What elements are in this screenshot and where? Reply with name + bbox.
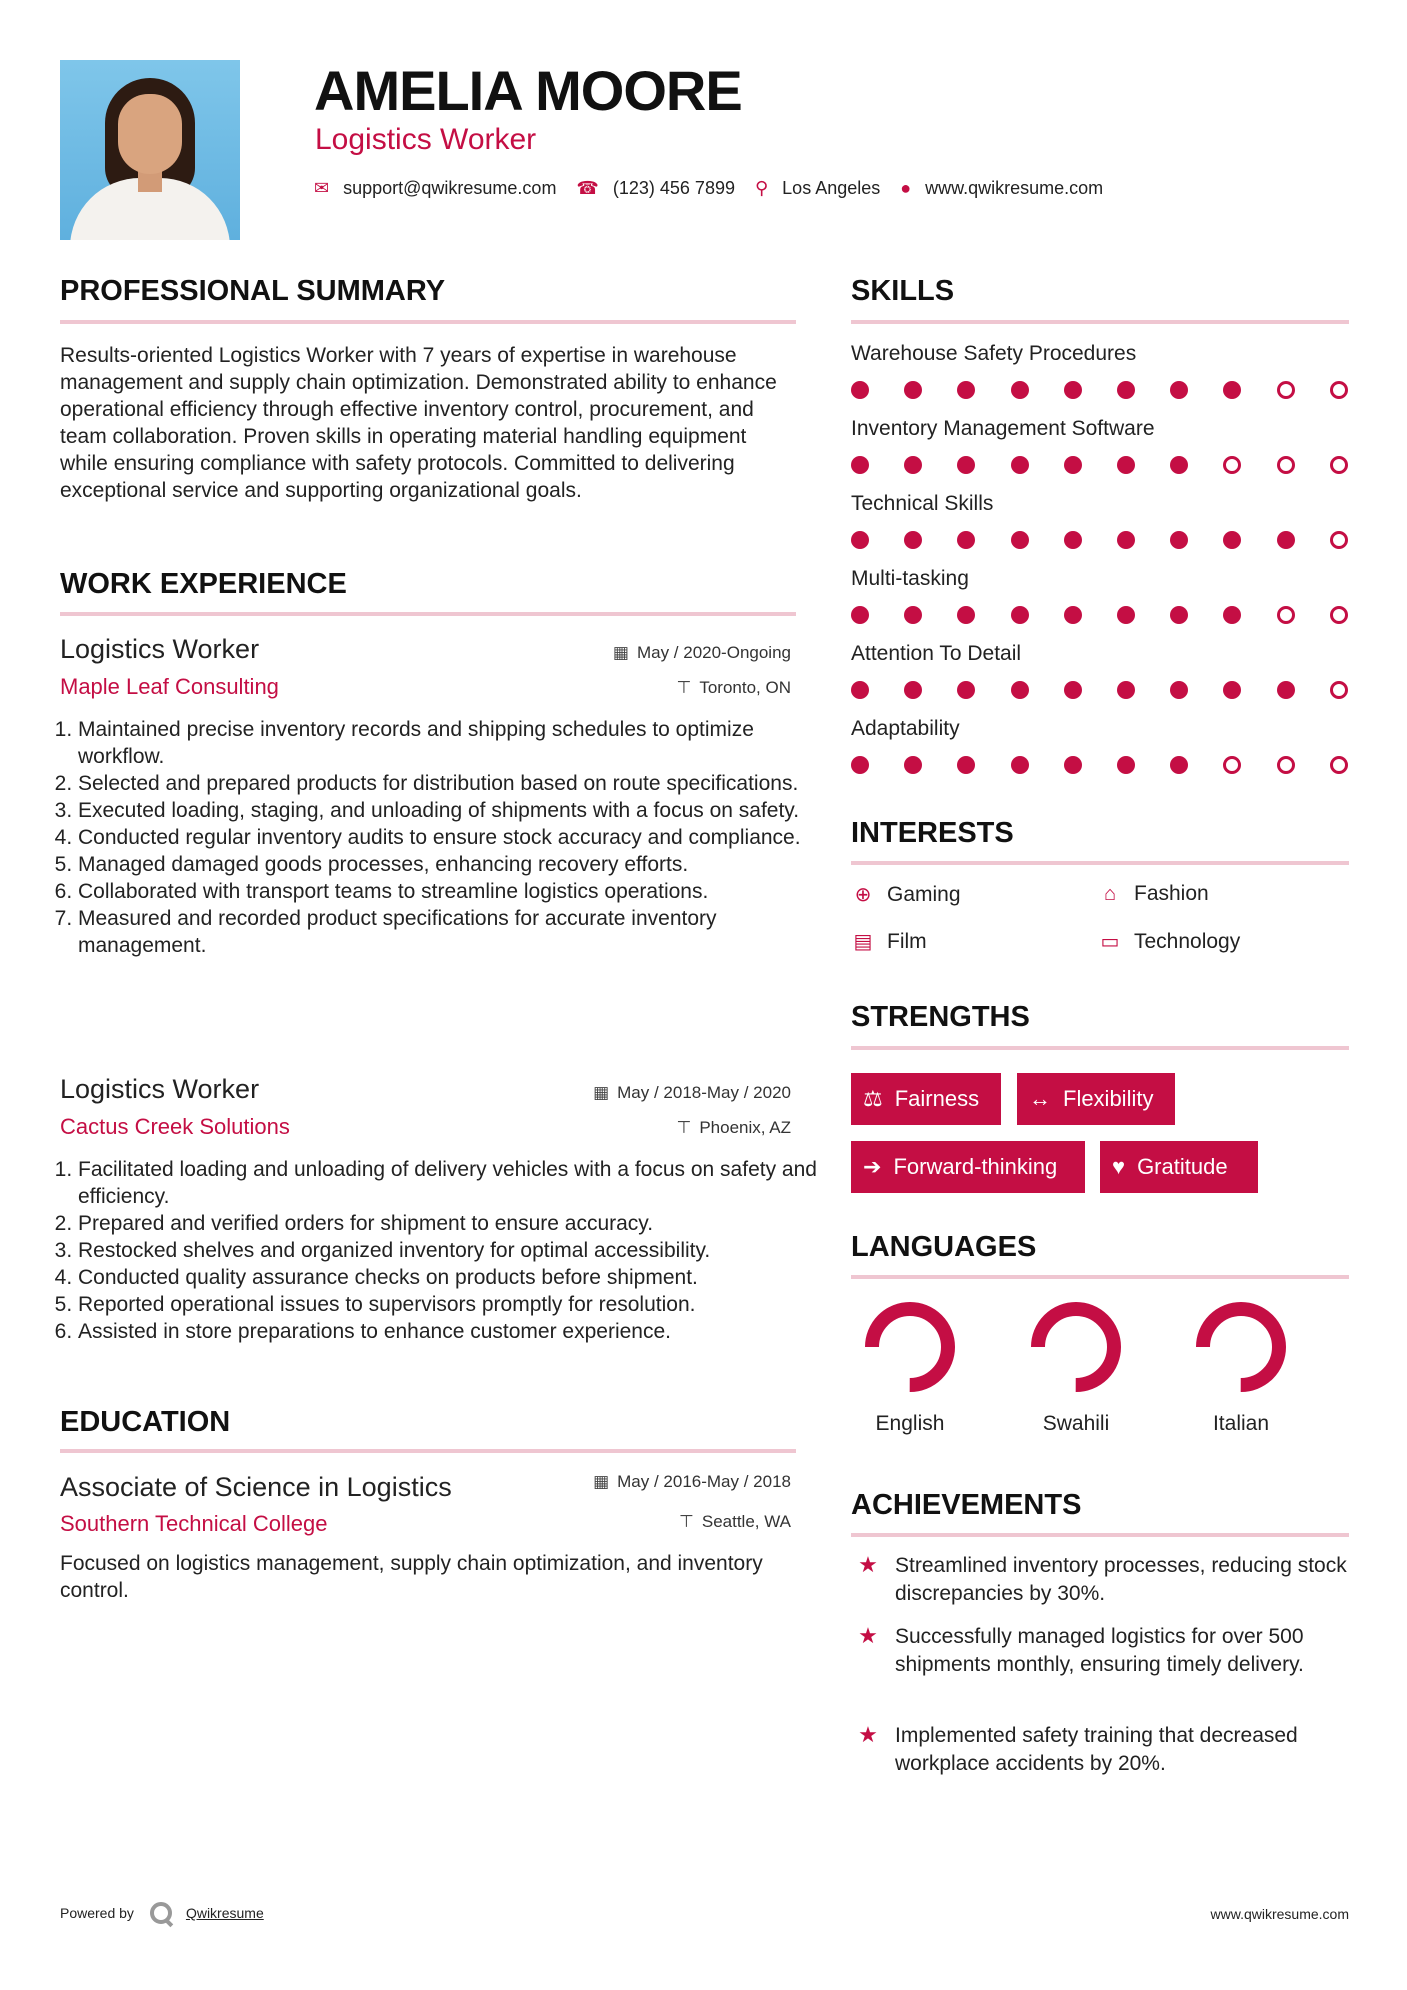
contact-website[interactable] [900, 178, 1103, 199]
qwikresume-logo-icon [150, 1902, 172, 1924]
job-date-text: May / 2020-Ongoing [636, 643, 791, 662]
achievements-heading: ACHIEVEMENTS [851, 1489, 1082, 1521]
education-location [679, 1512, 791, 1532]
list-item: 1. Maintained precise inventory records and shipping schedules to optimize workflow. [78, 716, 818, 770]
skill-name: Warehouse Safety Procedures [851, 342, 1137, 365]
interest-fashion [1098, 882, 1209, 906]
interest-label: Fashion [1134, 882, 1209, 905]
skill-rating [851, 756, 1351, 776]
strength-badge-fairness [851, 1073, 1001, 1125]
list-item: 3. Executed loading, staging, and unloading of shipments with a focus on safety. [78, 797, 818, 824]
shopping-bag-icon: ⌂ [1103, 882, 1117, 905]
powered-by-text: Powered by [60, 1905, 134, 1921]
job-location [677, 1118, 791, 1138]
job-title: Logistics Worker [60, 1074, 260, 1104]
rating-dot-filled [904, 381, 922, 399]
pushpin-icon: ⊤ [679, 1512, 694, 1531]
location-text: Los Angeles [782, 178, 881, 198]
interest-film [851, 929, 927, 954]
rating-dot-filled [1064, 531, 1082, 549]
rating-dot-empty [1223, 456, 1241, 474]
rating-dot-filled [851, 381, 869, 399]
rating-dot-filled [904, 756, 922, 774]
rating-dot-empty [1330, 756, 1348, 774]
laptop-icon: ▭ [1100, 931, 1120, 953]
strength-label: Gratitude [1137, 1154, 1228, 1179]
list-item: 1. Facilitated loading and unloading of delivery vehicles with a focus on safety and efficiency. [78, 1156, 818, 1210]
skill-rating [851, 531, 1351, 551]
skill-rating [851, 606, 1351, 626]
work-heading: WORK EXPERIENCE [60, 568, 347, 600]
rating-dot-filled [957, 681, 975, 699]
education-location-text: Seattle, WA [701, 1512, 791, 1531]
skill-name: Inventory Management Software [851, 417, 1155, 440]
achievement-item [851, 1722, 1351, 1778]
languages-heading: LANGUAGES [851, 1231, 1037, 1263]
rating-dot-filled [1064, 606, 1082, 624]
skill-rating [851, 456, 1351, 476]
rating-dot-filled [957, 456, 975, 474]
rating-dot-filled [904, 531, 922, 549]
rating-dot-filled [1223, 531, 1241, 549]
job-date [613, 643, 791, 663]
rating-dot-filled [1170, 531, 1188, 549]
rating-dot-filled [851, 531, 869, 549]
interest-label: Gaming [887, 882, 961, 906]
strength-label: Flexibility [1063, 1086, 1154, 1111]
envelope-icon: ✉ [314, 178, 330, 198]
rating-dot-filled [1223, 381, 1241, 399]
rating-dot-filled [1277, 681, 1295, 699]
rating-dot-filled [1011, 531, 1029, 549]
achievement-text: Implemented safety training that decreased workplace accidents by 20%. [895, 1724, 1298, 1775]
rating-dot-filled [1117, 456, 1135, 474]
job-company: Maple Leaf Consulting [60, 674, 279, 699]
rating-dot-filled [1117, 756, 1135, 774]
rating-dot-filled [1064, 381, 1082, 399]
rating-dot-filled [1223, 606, 1241, 624]
email-text: support@qwikresume.com [343, 178, 557, 198]
strength-badge-flexibility [1017, 1073, 1175, 1125]
list-item: 4. Conducted quality assurance checks on products before shipment. [78, 1264, 818, 1291]
rating-dot-filled [904, 456, 922, 474]
contact-phone[interactable] [576, 178, 735, 199]
website-text: www.qwikresume.com [925, 178, 1104, 198]
job-location-text: Phoenix, AZ [699, 1118, 791, 1137]
achievement-item [851, 1623, 1351, 1679]
contact-location [755, 178, 880, 199]
arrows-horizontal-icon: ↔ [1029, 1086, 1051, 1111]
rating-dot-filled [851, 456, 869, 474]
education-heading: EDUCATION [60, 1406, 231, 1438]
degree-title: Associate of Science in Logistics [60, 1472, 452, 1502]
interest-gaming [851, 882, 961, 907]
shooting-star-icon: ★ [858, 1722, 878, 1747]
pushpin-icon: ⊤ [676, 1118, 692, 1137]
arrow-right-icon: ➔ [863, 1154, 882, 1179]
rating-dot-filled [1117, 606, 1135, 624]
list-item: 2. Prepared and verified orders for shipment to ensure accuracy. [78, 1210, 818, 1237]
achievement-text: Streamlined inventory processes, reducing stock discrepancies by 30%. [895, 1554, 1347, 1605]
interest-label: Film [887, 929, 927, 953]
skills-heading: SKILLS [851, 275, 955, 307]
rating-dot-filled [1117, 381, 1135, 399]
rating-dot-filled [1011, 756, 1029, 774]
rating-dot-filled [851, 681, 869, 699]
job-location-text: Toronto, ON [699, 678, 791, 697]
summary-divider [60, 320, 796, 324]
job-date [593, 1083, 791, 1103]
achievements-divider [851, 1533, 1349, 1537]
rating-dot-filled [1011, 381, 1029, 399]
job-location [677, 678, 791, 698]
job-duties [60, 1156, 818, 1345]
rating-dot-filled [1011, 456, 1029, 474]
rating-dot-empty [1330, 606, 1348, 624]
rating-dot-empty [1330, 456, 1348, 474]
strengths-divider [851, 1046, 1349, 1050]
rating-dot-filled [1170, 381, 1188, 399]
skill-rating [851, 381, 1351, 401]
education-description: Focused on logistics management, supply chain optimization, and inventory control. [60, 1552, 763, 1602]
footer-website-link[interactable]: www.qwikresume.com [1210, 1906, 1349, 1922]
footer-powered-by [60, 1902, 264, 1924]
education-divider [60, 1449, 796, 1453]
summary-heading: PROFESSIONAL SUMMARY [60, 275, 446, 307]
rating-dot-filled [1117, 531, 1135, 549]
rating-dot-empty [1277, 756, 1295, 774]
calendar-icon: ▦ [593, 1472, 610, 1491]
language-arc [1038, 1309, 1114, 1385]
interests-divider [851, 861, 1349, 865]
summary-text: Results-oriented Logistics Worker with 7 years of expertise in warehouse management and supply chain optimization. Demonstrated ability to enhance operational efficiency through effective inventory control, procurement, and team collaboration. Proven skills in operating material handling equipment while ensuring compliance with safety protocols. Committed to delivering exceptional service and supporting organizational goals. [60, 344, 777, 502]
rating-dot-empty [1277, 606, 1295, 624]
languages-divider [851, 1275, 1349, 1279]
calendar-icon: ▦ [612, 643, 629, 662]
education-date-text: May / 2016-May / 2018 [617, 1472, 791, 1491]
rating-dot-filled [1011, 681, 1029, 699]
achievement-item [851, 1552, 1351, 1608]
contact-bar [314, 178, 1123, 199]
strength-label: Fairness [894, 1086, 980, 1111]
candidate-role: Logistics Worker [315, 123, 537, 156]
skill-name: Technical Skills [851, 492, 994, 515]
profile-photo [60, 60, 240, 240]
job-title: Logistics Worker [60, 634, 260, 664]
list-item: 2. Selected and prepared products for distribution based on route specifications. [78, 770, 818, 797]
shooting-star-icon: ★ [858, 1623, 878, 1648]
list-item: 5. Reported operational issues to supervisors promptly for resolution. [78, 1291, 818, 1318]
education-date [593, 1472, 791, 1492]
list-item: 5. Managed damaged goods processes, enhancing recovery efforts. [78, 851, 818, 878]
interest-label: Technology [1134, 929, 1241, 953]
rating-dot-filled [957, 606, 975, 624]
rating-dot-filled [1223, 681, 1241, 699]
rating-dot-empty [1277, 456, 1295, 474]
calendar-icon: ▦ [593, 1083, 610, 1102]
rating-dot-filled [904, 681, 922, 699]
brand-link[interactable]: Qwikresume [185, 1905, 264, 1921]
skill-rating [851, 681, 1351, 701]
rating-dot-filled [851, 606, 869, 624]
language-name: English [875, 1412, 945, 1435]
list-item: 6. Collaborated with transport teams to streamline logistics operations. [78, 878, 818, 905]
rating-dot-filled [1170, 456, 1188, 474]
rating-dot-filled [957, 756, 975, 774]
rating-dot-filled [1277, 531, 1295, 549]
skill-name: Attention To Detail [851, 642, 1022, 665]
strength-badge-gratitude [1100, 1141, 1258, 1193]
phone-text: (123) 456 7899 [612, 178, 735, 198]
candidate-name: AMELIA MOORE [314, 59, 742, 122]
interests-heading: INTERESTS [851, 817, 1014, 849]
language-arc [872, 1309, 948, 1385]
strength-badge-forward-thinking [851, 1141, 1085, 1193]
list-item: 7. Measured and recorded product specifications for accurate inventory management. [78, 905, 818, 959]
work-divider [60, 612, 796, 616]
skills-divider [851, 320, 1349, 324]
language-proficiency-ring [860, 1297, 960, 1397]
contact-email[interactable] [314, 178, 556, 199]
gamepad-icon: ⊕ [854, 884, 872, 906]
language-arc [1203, 1309, 1279, 1385]
language-proficiency-ring [1191, 1297, 1291, 1397]
skill-name: Adaptability [851, 717, 960, 740]
list-item: 4. Conducted regular inventory audits to ensure stock accuracy and compliance. [78, 824, 818, 851]
strengths-heading: STRENGTHS [851, 1001, 1030, 1033]
job-duties [60, 716, 818, 959]
rating-dot-empty [1330, 681, 1348, 699]
interest-technology [1098, 929, 1240, 954]
map-pin-icon: ⚲ [754, 178, 769, 198]
rating-dot-filled [1170, 681, 1188, 699]
rating-dot-filled [1170, 756, 1188, 774]
rating-dot-filled [1011, 606, 1029, 624]
rating-dot-empty [1330, 381, 1348, 399]
rating-dot-filled [904, 606, 922, 624]
rating-dot-filled [1170, 606, 1188, 624]
globe-icon: ● [900, 178, 912, 198]
list-item: 3. Restocked shelves and organized inventory for optimal accessibility. [78, 1237, 818, 1264]
shooting-star-icon: ★ [858, 1552, 878, 1577]
heart-icon: ♥ [1112, 1154, 1126, 1179]
school-name: Southern Technical College [60, 1511, 328, 1536]
skill-name: Multi-tasking [851, 567, 969, 590]
rating-dot-filled [957, 381, 975, 399]
rating-dot-filled [1064, 456, 1082, 474]
language-name: Italian [1212, 1412, 1270, 1435]
rating-dot-empty [1330, 531, 1348, 549]
rating-dot-empty [1277, 381, 1295, 399]
language-name: Swahili [1042, 1412, 1110, 1435]
film-icon: ▤ [853, 931, 873, 953]
pushpin-icon: ⊤ [676, 678, 692, 697]
phone-icon: ☎ [576, 178, 599, 198]
job-date-text: May / 2018-May / 2020 [617, 1083, 791, 1102]
rating-dot-filled [1064, 681, 1082, 699]
rating-dot-filled [1117, 681, 1135, 699]
rating-dot-filled [851, 756, 869, 774]
rating-dot-empty [1223, 756, 1241, 774]
language-proficiency-ring [1026, 1297, 1126, 1397]
rating-dot-filled [1064, 756, 1082, 774]
rating-dot-filled [957, 531, 975, 549]
job-company: Cactus Creek Solutions [60, 1114, 290, 1139]
achievement-text: Successfully managed logistics for over 500 shipments monthly, ensuring timely delivery. [895, 1625, 1304, 1676]
strength-label: Forward-thinking [893, 1154, 1058, 1179]
balance-scale-icon: ⚖ [863, 1086, 883, 1111]
list-item: 6. Assisted in store preparations to enhance customer experience. [78, 1318, 818, 1345]
